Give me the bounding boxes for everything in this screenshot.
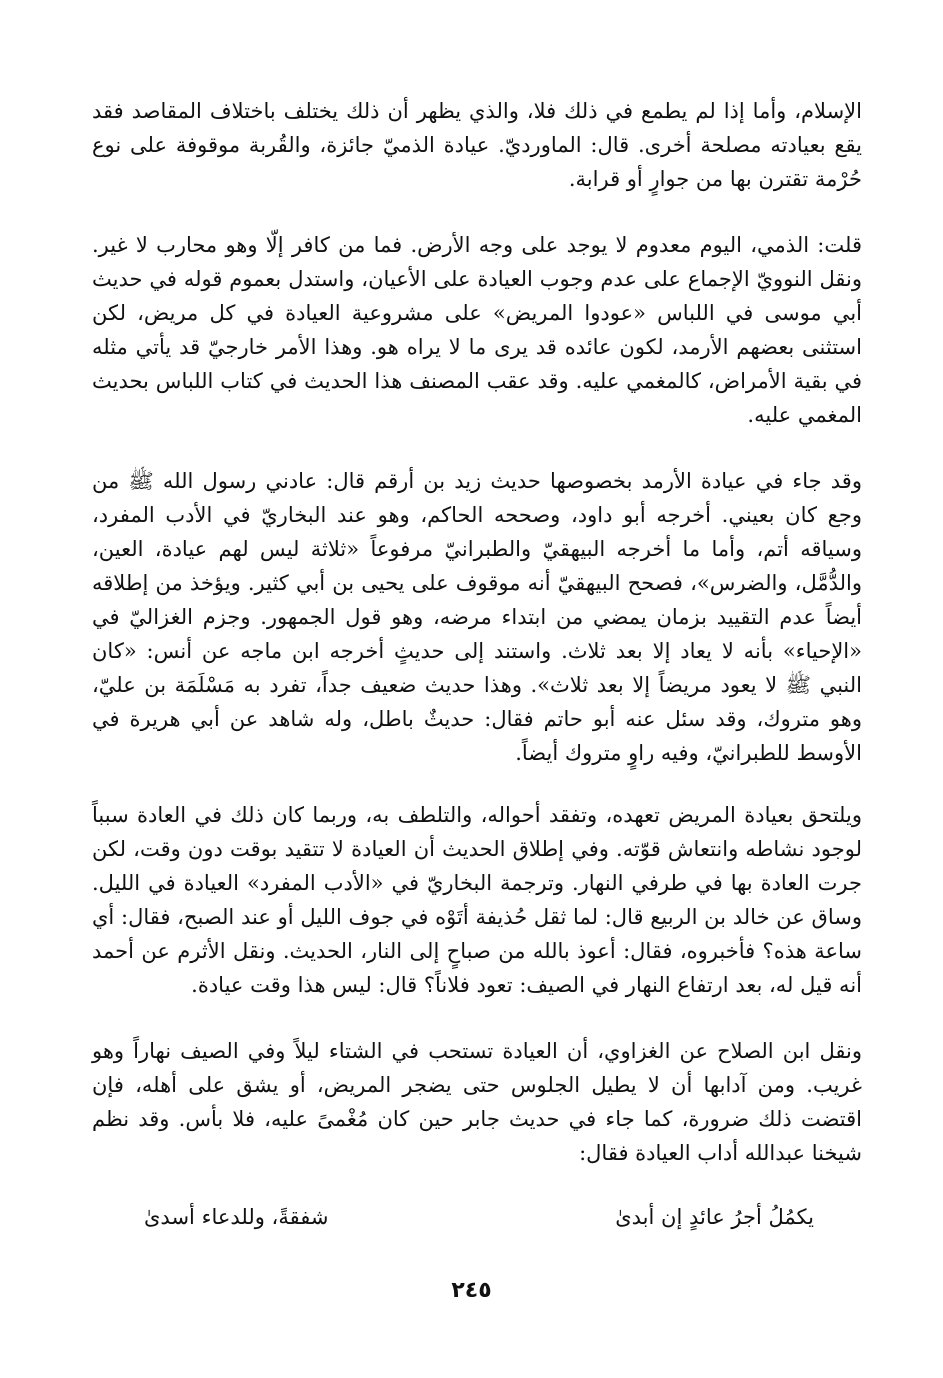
- page-number: ٢٤٥: [451, 1278, 492, 1303]
- paragraph-5: ونقل ابن الصلاح عن الغزاوي، أن العيادة تستحب في الشتاء ليلاً وفي الصيف نهاراً وهو غريب. ومن آدابها أن لا يطيل الجلوس حتى يضجر المريض، أو يشق على أهله، فإن اقتضت ذلك ضرورة، كما جاء في حديث جابر حين كان مُغْمىً عليه، فلا بأس. وقد نظم شيخنا عبدالله أداب العيادة فقال:: [92, 1039, 862, 1165]
- paragraph-3: وقد جاء في عيادة الأرمد بخصوصها حديث زيد بن أرقم قال: عادني رسول الله ﷺ من وجع كان بعيني. أخرجه أبو داود، وصححه الحاكم، وهو عند البخاريّ في الأدب المفرد، وسياقه أتم، وأما ما أخرجه البيهقيّ والطبرانيّ مرفوعاً «ثلاثة ليس لهم عيادة، العين، والدُّمَّل، والضرس»، فصحح البيهقيّ أنه موقوف على يحيى بن أبي كثير. ويؤخذ من إطلاقه أيضاً عدم التقييد بزمان يمضي من ابتداء مرضه، وهو قول الجمهور. وجزم الغزاليّ في «الإحياء» بأنه لا يعاد إلا بعد ثلاث. واستند إلى حديثٍ أخرجه ابن ماجه عن أنس: «كان النبي ﷺ لا يعود مريضاً إلا بعد ثلاث». وهذا حديث ضعيف جداً، تفرد به مَسْلَمَة بن عليّ، وهو متروك، وقد سئل عنه أبو حاتم فقال: حديثٌ باطل، وله شاهد عن أبي هريرة في الأوسط للطبرانيّ، وفيه راوٍ متروك أيضاً.: [92, 469, 862, 765]
- paragraph-2: قلت: الذمي، اليوم معدوم لا يوجد على وجه الأرض. فما من كافر إلّا وهو محارب لا غير. ونقل النوويّ الإجماع على عدم وجوب العيادة على الأعيان، واستدل بعموم قوله في حديث أبي موسى في اللباس «عودوا المريض» على مشروعية العيادة في كل مريض، لكن استثنى بعضهم الأرمد، لكون عائده قد يرى ما لا يراه هو. وهذا الأمر خارجيّ قد يأتي مثله في بقية الأمراض، كالمغمي عليه. وقد عقب المصنف هذا الحديث في كتاب اللباس بحديث المغمي عليه.: [92, 233, 863, 427]
- poem-verse: [92, 1200, 862, 1234]
- paragraph-1: الإسلام، وأما إذا لم يطمع في ذلك فلا، والذي يظهر أن ذلك يختلف باختلاف المقاصد فقد يقع بعيادته مصلحة أخرى. قال: الماورديّ. عيادة الذميّ جائزة، والقُربة موقوفة على نوع حُرْمة تقترن بها من جوارٍ أو قرابة.: [92, 99, 862, 191]
- paragraph-4: ويلتحق بعيادة المريض تعهده، وتفقد أحواله، والتلطف به، وربما كان ذلك في العادة سبباً لوجود نشاطه وانتعاش قوّته. وفي إطلاق الحديث أن العيادة لا تتقيد بوقت دون وقت، لكن جرت العادة بها في طرفي النهار. وترجمة البخاريّ في «الأدب المفرد» العيادة في الليل. وساق عن خالد بن الربيع قال: لما ثقل حُذيفة أتَوْه في جوف الليل أو عند الصبح، فقال: أي ساعة هذه؟ فأخبروه، فقال: أعوذ بالله من صباحٍ إلى النار، الحديث. ونقل الأثرم عن أحمد أنه قيل له، بعد ارتفاع النهار في الصيف: تعود فلاناً؟ قال: ليس هذا وقت عيادة.: [92, 803, 862, 997]
- page-body: [92, 94, 862, 1234]
- verse-second-hemistich: شفقةً، وللدعاء أسدىٰ: [144, 1205, 329, 1229]
- verse-first-hemistich: يكمُلُ أجرُ عائدٍ إن أبدىٰ: [615, 1205, 814, 1229]
